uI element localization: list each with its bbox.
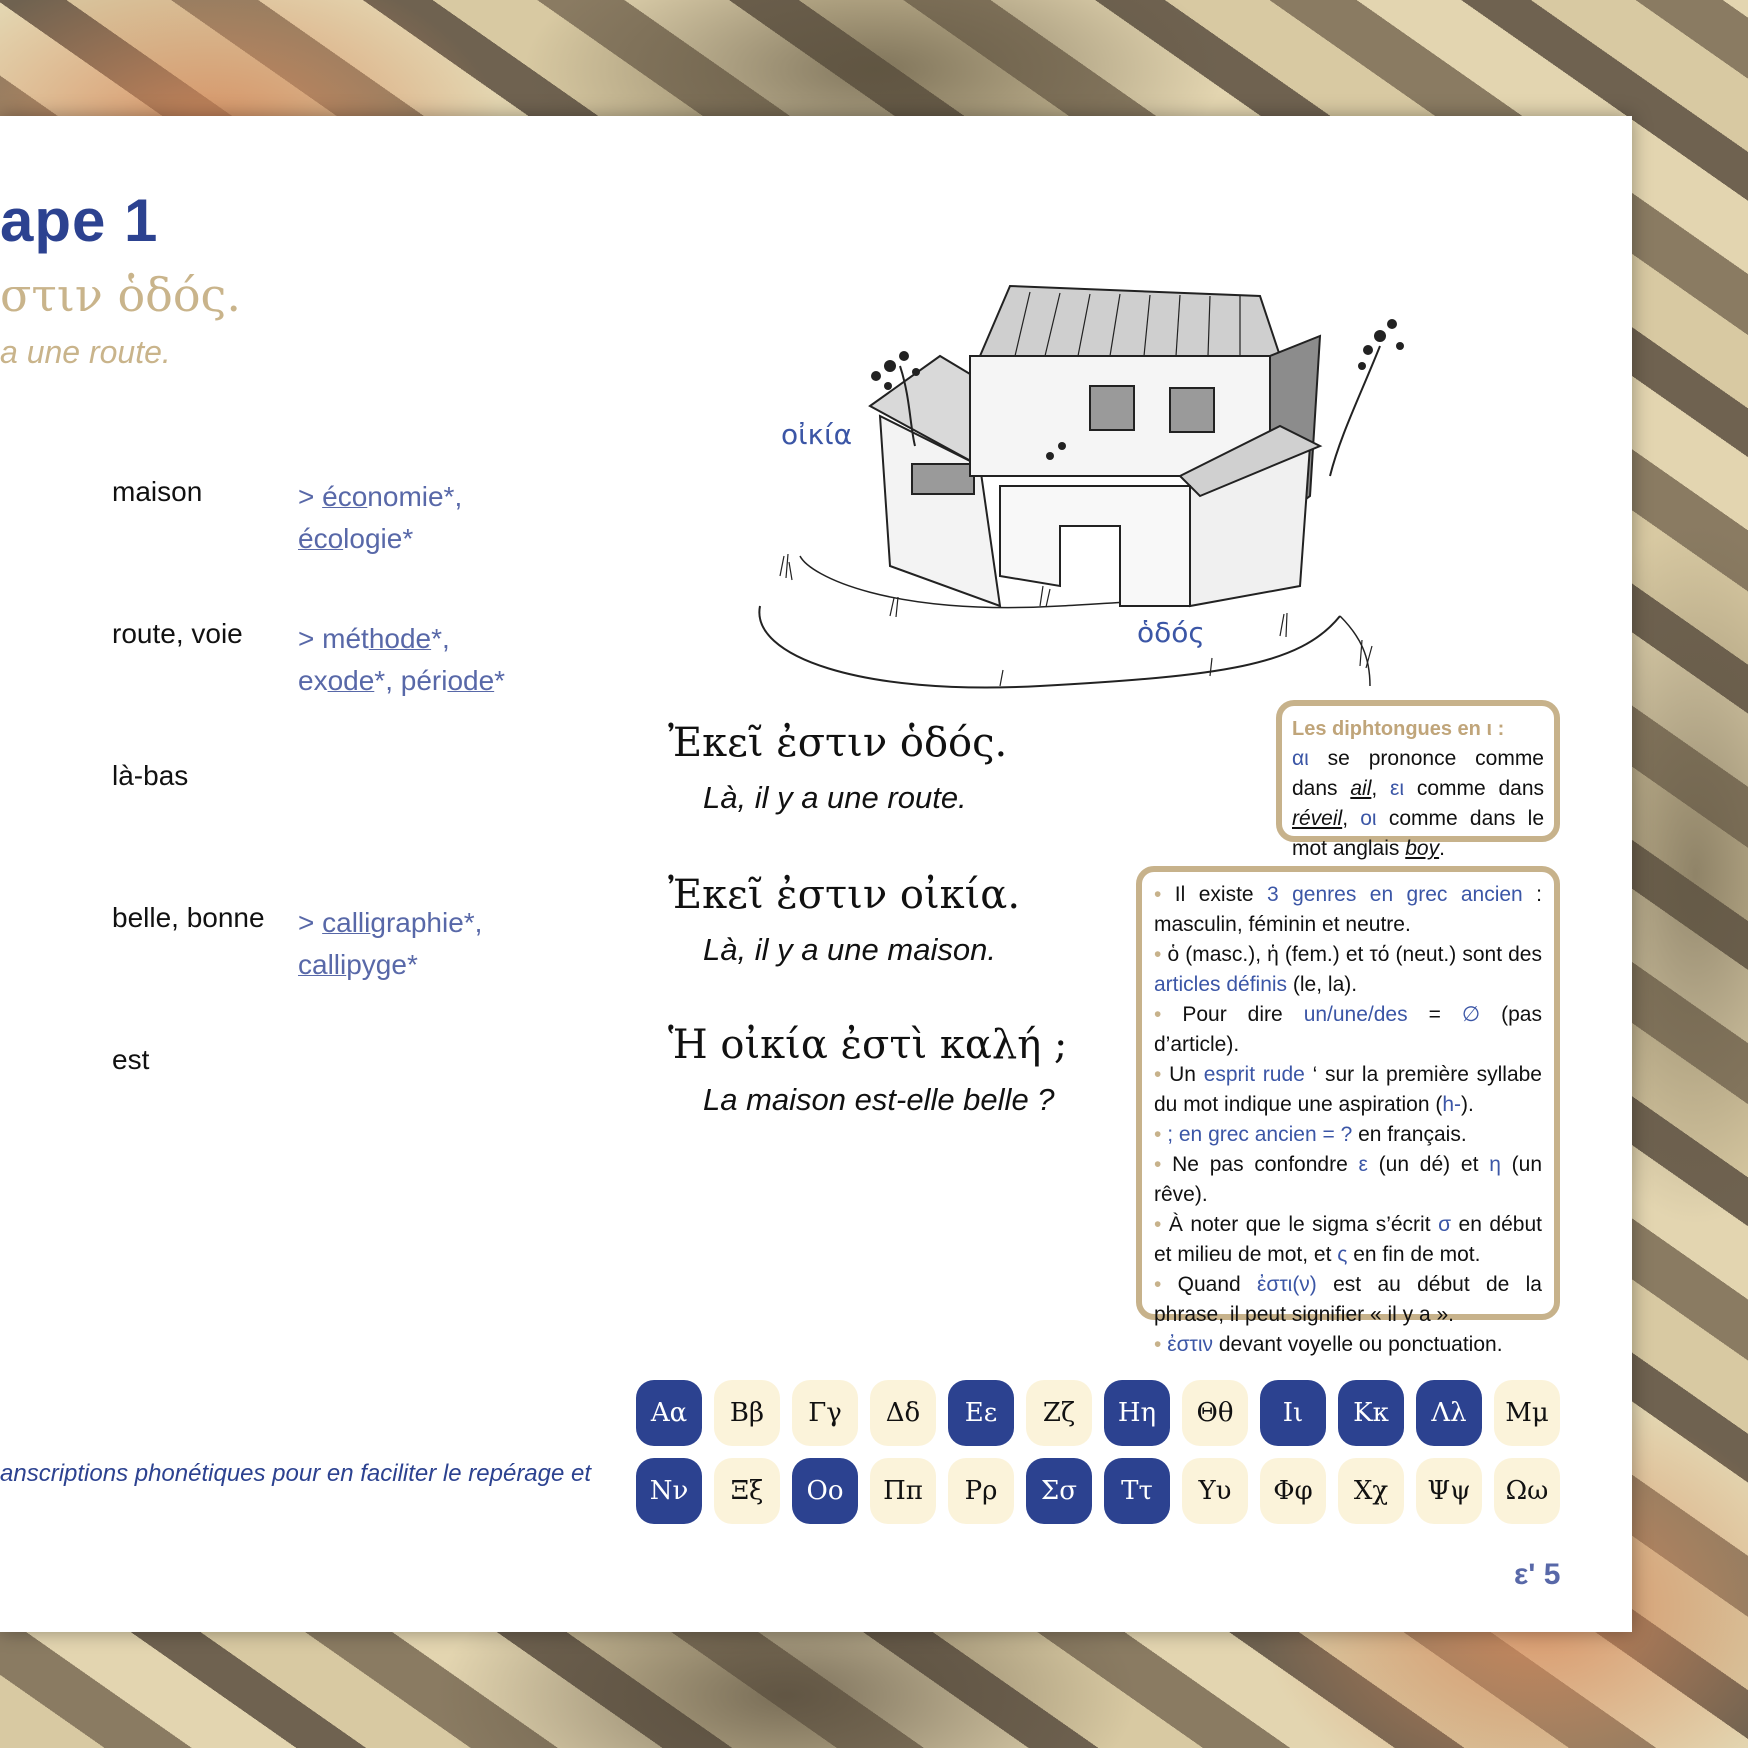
sentence-french-3: La maison est-elle belle ? xyxy=(703,1082,1055,1117)
note-articles: • ὁ (masc.), ἡ (fem.) et τό (neut.) sont des articles définis (le, la). xyxy=(1154,943,1542,996)
alphabet-tile: Μμ xyxy=(1494,1380,1560,1446)
note-question-mark: • ; en grec ancien = ? en français. xyxy=(1154,1123,1467,1146)
lesson-greek-phrase: στιν ὁδός. xyxy=(0,268,241,322)
sentence-greek-2: Ἐκεῖ ἐστιν οἰκία. xyxy=(668,872,1021,918)
alphabet-tile: Ππ xyxy=(870,1458,936,1524)
note-esti: • Quand ἐστι(ν) est au début de la phrase, il peut signifier « il y a ». xyxy=(1154,1273,1542,1326)
illustration-label-road: ὁδός xyxy=(1137,616,1205,649)
sentence-greek-3: Ἡ οἰκία ἐστὶ καλή ; xyxy=(668,1022,1068,1068)
vocab-etymology: > économie*, écologie* xyxy=(298,481,463,554)
diphthongs-text: αι se prononce comme dans ail, ει comme dans réveil, οι comme dans le mot anglais boy. xyxy=(1292,747,1544,860)
alphabet-tile: Ψψ xyxy=(1416,1458,1482,1524)
note-genres: • Il existe 3 genres en grec ancien : masculin, féminin et neutre. xyxy=(1154,883,1542,936)
alphabet-tile: Αα xyxy=(636,1380,702,1446)
alphabet-tile: Χχ xyxy=(1338,1458,1404,1524)
alphabet-tile: Φφ xyxy=(1260,1458,1326,1524)
note-estin: • ἐστιν devant voyelle ou ponctuation. xyxy=(1154,1333,1503,1356)
alphabet-tile: Θθ xyxy=(1182,1380,1248,1446)
alphabet-tile: Ξξ xyxy=(714,1458,780,1524)
alphabet-tile: Ωω xyxy=(1494,1458,1560,1524)
vocab-etymology: > calligraphie*, callipyge* xyxy=(298,907,483,980)
alphabet-tile: Ττ xyxy=(1104,1458,1170,1524)
alphabet-tile: Ηη xyxy=(1104,1380,1170,1446)
note-sigma: • À noter que le sigma s’écrit σ en début et milieu de mot, et ς en fin de mot. xyxy=(1154,1213,1542,1266)
alphabet-tile: Κκ xyxy=(1338,1380,1404,1446)
note-epsilon-eta: • Ne pas confondre ε (un dé) et η (un rêve). xyxy=(1154,1153,1542,1206)
alphabet-tile: Οο xyxy=(792,1458,858,1524)
vocab-french: est xyxy=(112,1044,150,1075)
footnote: anscriptions phonétiques pour en faciliter le repérage et xyxy=(0,1460,592,1487)
grammar-notes-box xyxy=(1136,866,1560,1356)
greek-alphabet-grid xyxy=(636,1380,1560,1524)
diphthongs-heading: Les diphtongues en ι : xyxy=(1292,718,1505,740)
lesson-title: ape 1 xyxy=(0,187,159,254)
alphabet-tile: Γγ xyxy=(792,1380,858,1446)
alphabet-tile: Εε xyxy=(948,1380,1014,1446)
vocab-french: route, voie xyxy=(112,618,243,649)
note-esprit-rude: • Un esprit rude ‘ sur la première syllabe du mot indique une aspiration (h-). xyxy=(1154,1063,1542,1116)
alphabet-tile: Ιι xyxy=(1260,1380,1326,1446)
sentence-french-2: Là, il y a une maison. xyxy=(703,932,996,967)
book-page xyxy=(0,116,1632,1632)
sentence-greek-1: Ἐκεῖ ἐστιν ὁδός. xyxy=(668,720,1008,766)
alphabet-tile: Ζζ xyxy=(1026,1380,1092,1446)
page-number: εʹ 5 xyxy=(1514,1558,1561,1591)
alphabet-tile: Ββ xyxy=(714,1380,780,1446)
alphabet-tile: Δδ xyxy=(870,1380,936,1446)
note-indefinite: • Pour dire un/une/des = ∅ (pas d’article). xyxy=(1154,1003,1542,1056)
alphabet-tile: Υυ xyxy=(1182,1458,1248,1524)
vocab-etymology: > méthode*, exode*, période* xyxy=(298,623,506,696)
alphabet-tile: Ρρ xyxy=(948,1458,1014,1524)
alphabet-tile: Σσ xyxy=(1026,1458,1092,1524)
alphabet-tile: Λλ xyxy=(1416,1380,1482,1446)
vocab-french: belle, bonne xyxy=(112,902,265,933)
sentence-french-1: Là, il y a une route. xyxy=(703,780,967,815)
alphabet-tile: Νν xyxy=(636,1458,702,1524)
vocab-french: maison xyxy=(112,476,203,507)
illustration-label-house: οἰκία xyxy=(781,418,853,451)
vocab-french: là-bas xyxy=(112,760,189,791)
diphthongs-box xyxy=(1276,700,1560,860)
lesson-french-phrase: a une route. xyxy=(0,334,171,370)
